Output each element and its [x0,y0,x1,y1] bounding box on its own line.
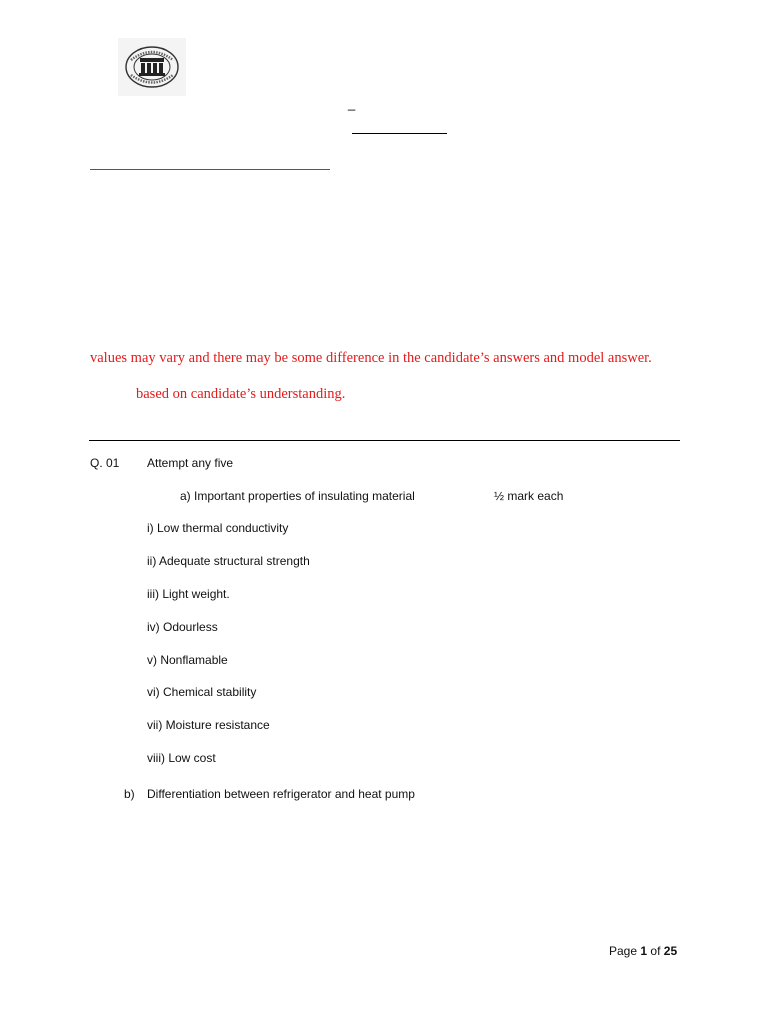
property-item: v) Nonflamable [147,653,228,667]
institution-seal-icon [123,44,181,90]
page-footer [609,945,677,957]
property-item: vi) Chemical stability [147,685,257,699]
marks-note: ½ mark each [494,489,564,503]
property-item: iv) Odourless [147,620,218,634]
page-word: Page [609,944,638,958]
property-item: i) Low thermal conductivity [147,521,289,535]
property-item: ii) Adequate structural strength [147,554,310,568]
header-underline [352,133,447,134]
property-item: iii) Light weight. [147,587,230,601]
property-item: viii) Low cost [147,751,216,765]
question-instruction: Attempt any five [147,456,234,470]
current-page-number: 1 [640,944,648,958]
header-dash: _ [348,96,356,111]
institution-logo [118,38,186,96]
of-word: of [650,944,661,958]
question-number: Q. 01 [90,456,120,470]
section-divider [89,440,680,441]
note-line-1: values may vary and there may be some difference in the candidate’s answers and model answer. [90,350,652,366]
red-divider [90,169,330,170]
sub-question-a-label: a) Important properties of insulating material [180,489,415,503]
sub-question-b-label: b) [124,787,135,801]
total-page-count: 25 [663,944,678,958]
sub-question-b-text: Differentiation between refrigerator and heat pump [147,787,415,801]
note-line-2: based on candidate’s understanding. [136,386,346,402]
property-item: vii) Moisture resistance [147,718,270,732]
